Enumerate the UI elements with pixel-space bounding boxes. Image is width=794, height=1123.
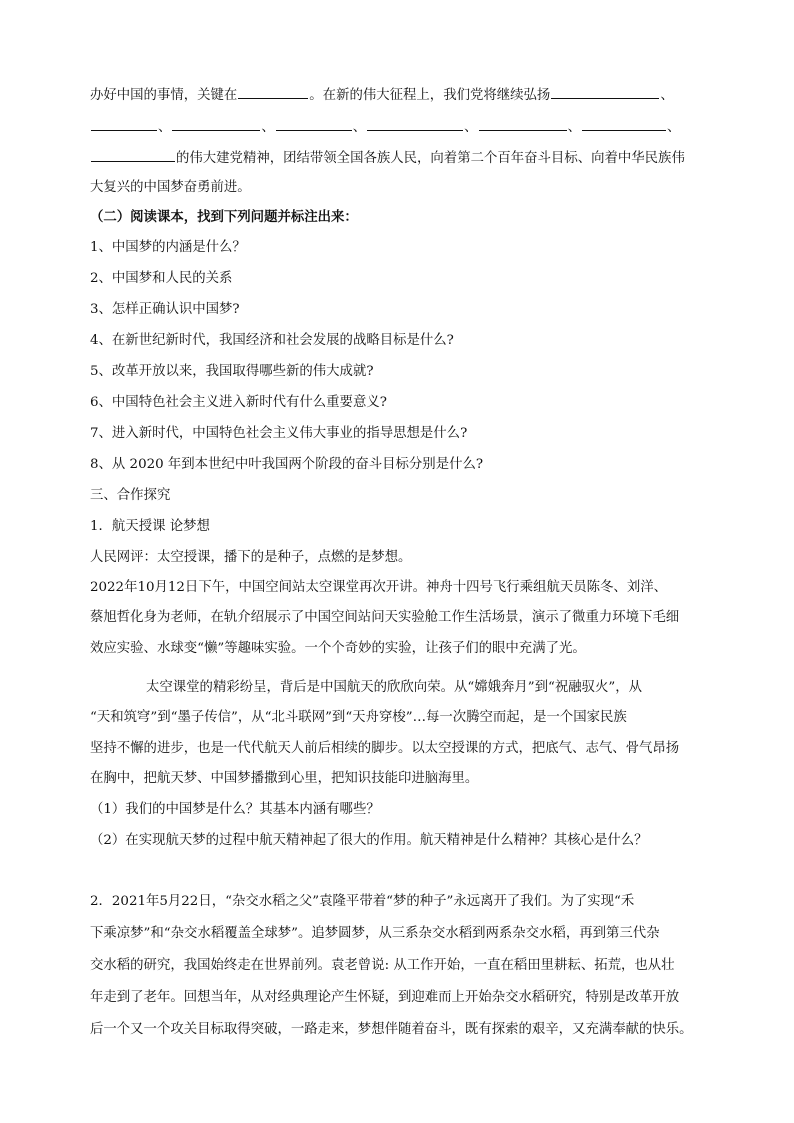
case-text-line: 蔡旭哲化身为老师，在轨介绍展示了中国空间站问天实验舱工作生活场景，演示了微重力环境下毛细 [90,610,680,625]
answer-blank[interactable] [367,118,463,131]
question-item: 6、中国特色社会主义进入新时代有什么重要意义? [90,395,387,410]
answer-blank[interactable] [479,118,567,131]
case-text-line: “天和筑穹”到“墨子传信”，从“北斗联网”到“天舟穿梭”…每一次腾空而起，是一个国家民族 [90,710,627,725]
case-text-line: 坚持不懈的进步，也是一代代航天人前后相续的脚步。以太空授课的方式，把底气、志气、骨气昂扬 [90,741,680,756]
case-text-line: 后一个又一个攻关目标取得突破，一路走来，梦想伴随着奋斗，既有探索的艰辛，又充满奉献的快乐。 [90,1022,693,1037]
case-text-line: 在胸中，把航天梦、中国梦播撒到心里，把知识技能印进脑海里。 [90,771,479,786]
question-item: 1、中国梦的内涵是什么？ [90,240,246,255]
reading-section-title: （二）阅读课本，找到下列问题并标注出来： [90,210,358,225]
question-item: 4、在新世纪新时代，我国经济和社会发展的战略目标是什么? [90,333,454,348]
case-text-line: 年走到了老年。回想当年，从对经典理论产生怀疑，到迎难而上开始杂交水稻研究，特别是改革开放 [90,990,680,1005]
case-text-line: 人民网评：太空授课，播下的是种子，点燃的是梦想。 [90,550,412,565]
case-question: （1）我们的中国梦是什么？其基本内涵有哪些？ [90,802,380,817]
fill-in-line-1: 办好中国的事情，关键在 。在新的伟大征程上，我们党将继续弘扬 、 [90,88,674,103]
fill-in-line-3: 的伟大建党精神，团结带领全国各族人民，向着第二个百年奋斗目标、向着中华民族伟 [90,149,720,168]
case-question: （2）在实现航天梦的过程中航天精神起了很大的作用。航天精神是什么精神？其核心是什么？ [90,833,648,848]
case-text-line: 下乘凉梦”和“杂交水稻覆盖全球梦”。追梦圆梦，从三系杂交水稻到两系杂交水稻，再到第三代杂 [90,926,660,941]
case-text-line: 2．2021年5月22日，“杂交水稻之父”袁隆平带着“梦的种子”永远离开了我们。为了实现“禾 [90,894,635,909]
case-text-line: 效应实验、水球变“懒”等趣味实验。一个个奇妙的实验，让孩子们的眼中充满了光。 [90,641,586,656]
question-item: 5、改革开放以来，我国取得哪些新的伟大成就? [90,364,374,379]
fill-in-line-4: 大复兴的中国梦奋勇前进。 [90,180,251,195]
question-item: 7、进入新时代，中国特色社会主义伟大事业的指导思想是什么? [90,426,468,441]
answer-blank[interactable] [582,118,666,131]
answer-blank[interactable] [551,86,659,99]
case-text-line: 太空课堂的精彩纷呈，背后是中国航天的欣欣向荣。从“嫦娥奔月”到“祝融驭火”，从 [146,680,643,695]
answer-blank[interactable] [91,118,157,131]
answer-blank[interactable] [91,149,175,162]
case-title: 1．航天授课 论梦想 [90,519,210,534]
question-item: 8、从 2020 年到本世纪中叶我国两个阶段的奋斗目标分别是什么? [90,457,484,472]
question-item: 2、中国梦和人民的关系 [90,271,233,286]
answer-blank[interactable] [172,118,260,131]
question-item: 3、怎样正确认识中国梦? [90,302,240,317]
section-title: 三、合作探究 [90,488,171,503]
answer-blank[interactable] [238,86,308,99]
answer-blank[interactable] [276,118,352,131]
fill-in-line-2: 、 、 、 、 、 、 [90,118,720,137]
case-text-line: 2022年10月12日下午，中国空间站太空课堂再次开讲。神舟十四号飞行乘组航天员陈冬、刘洋、 [90,580,667,595]
case-text-line: 交水稻的研究，我国始终走在世界前列。袁老曾说: 从工作开始，一直在稻田里耕耘、拓荒，也从壮 [90,958,675,973]
